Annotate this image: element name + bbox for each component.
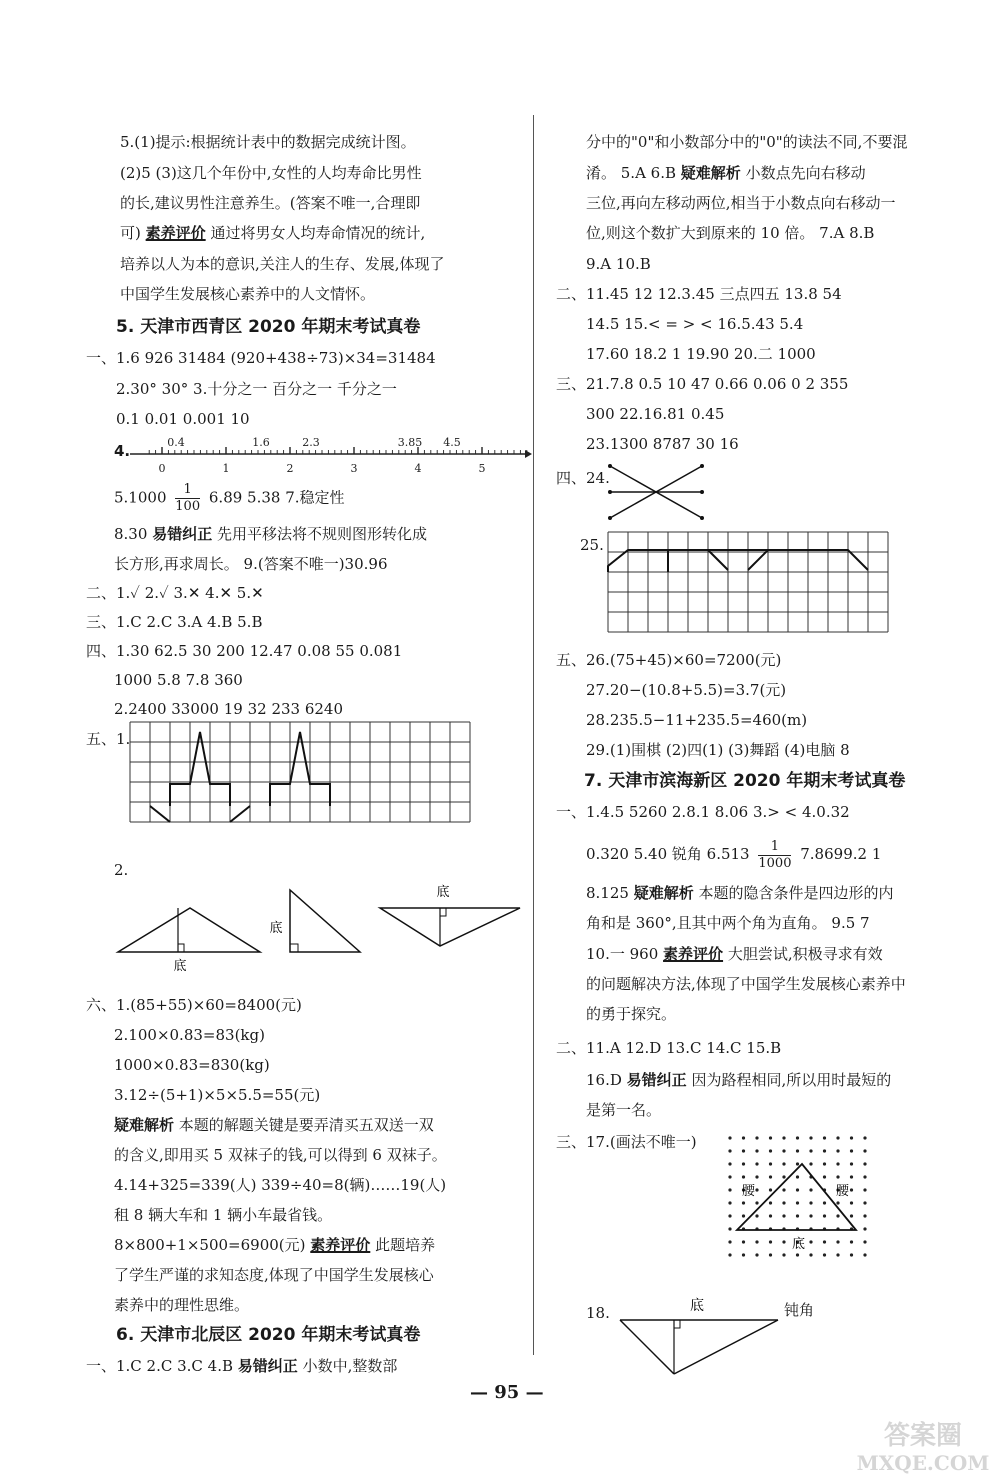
- grid-dot: [742, 1240, 745, 1243]
- answer-line: 四、1.30 62.5 30 200 12.47 0.08 55 0.081: [86, 642, 403, 660]
- grid-dot: [809, 1253, 812, 1256]
- answer-line: 的含义,即用买 5 双袜子的钱,可以得到 6 双袜子。: [114, 1146, 447, 1164]
- answer-line: 六、1.(85+55)×60=8400(元): [86, 996, 302, 1014]
- grid-dot: [769, 1188, 772, 1191]
- grid-dot: [755, 1175, 758, 1178]
- grid-dot: [836, 1149, 839, 1152]
- obtuse-angle-label: 钝角: [784, 1301, 815, 1319]
- answer-text: 8×800+1×500=6900(元): [114, 1236, 306, 1254]
- numline-top-label: 3.85: [397, 436, 423, 449]
- grid-dot: [809, 1149, 812, 1152]
- grid-dot: [728, 1149, 731, 1152]
- answer-text: 小数点先向右移动: [745, 164, 866, 182]
- answer-line: 三、21.7.8 0.5 10 47 0.66 0.06 0 2 355: [556, 375, 849, 393]
- answer-text: 通过将男女人均寿命情况的统计,: [210, 224, 426, 242]
- answer-line: [586, 944, 883, 964]
- grid-dot: [836, 1162, 839, 1165]
- fraction: [175, 482, 200, 515]
- answer-line: 位,则这个数扩大到原来的 10 倍。 7.A 8.B: [586, 224, 875, 242]
- grid-dot: [782, 1240, 785, 1243]
- answer-line: 4.14+325=339(人) 339÷40=8(辆)……19(人): [114, 1176, 447, 1194]
- answer-line: 1000 5.8 7.8 360: [114, 671, 243, 689]
- watermark-logo: [848, 1418, 998, 1474]
- grid-dot: [809, 1214, 812, 1217]
- watermark-bottom-text: MXQE.COM: [856, 1451, 990, 1475]
- answer-line: [114, 1235, 435, 1255]
- number-line: [130, 436, 530, 476]
- question-label: 18.: [586, 1304, 610, 1322]
- dot-leg-label: 腰: [742, 1184, 756, 1199]
- answer-line: [114, 524, 427, 544]
- answer-line: 长方形,再求周长。 9.(答案不唯一)30.96: [114, 555, 388, 573]
- grid-dot: [728, 1162, 731, 1165]
- answer-line: 三、1.C 2.C 3.A 4.B 5.B: [86, 613, 263, 631]
- answer-line: 二、11.45 12 12.3.45 三点四五 13.8 54: [556, 285, 842, 303]
- answer-line: [586, 1070, 891, 1090]
- answer-text: 淆。 5.A 6.B: [586, 164, 677, 182]
- grid-dot: [850, 1162, 853, 1165]
- grid-dot: [863, 1227, 866, 1230]
- grid-dot: [823, 1240, 826, 1243]
- grid-dot: [782, 1149, 785, 1152]
- grid-dot: [755, 1201, 758, 1204]
- answer-line: [86, 1356, 397, 1376]
- answer-line: [114, 1115, 434, 1135]
- obtuse-base-label: 底: [690, 1298, 704, 1314]
- answer-line: 2.100×0.83=83(kg): [114, 1026, 265, 1044]
- grid-dot: [850, 1149, 853, 1152]
- answer-line: 二、11.A 12.D 13.C 14.C 15.B: [556, 1039, 782, 1057]
- grid-dot: [742, 1175, 745, 1178]
- grid-dot: [863, 1136, 866, 1139]
- grid-dot: [823, 1201, 826, 1204]
- answer-line: [114, 482, 345, 515]
- grid-dot: [850, 1201, 853, 1204]
- answer-line: 300 22.16.81 0.45: [586, 405, 725, 423]
- numline-bottom-label: 1: [222, 462, 230, 475]
- grid-dot: [742, 1149, 745, 1152]
- page-number: — 95 —: [470, 1382, 544, 1403]
- answer-line: 角和是 360°,且其中两个角为直角。 9.5 7: [586, 914, 870, 932]
- answer-text: 5.1000: [114, 488, 167, 507]
- answer-text: 8.125: [586, 884, 629, 902]
- grid-dot: [755, 1136, 758, 1139]
- answer-line: 29.(1)围棋 (2)四(1) (3)舞蹈 (4)电脑 8: [586, 741, 850, 759]
- answer-line: 四、24.: [556, 469, 610, 487]
- watermark-top-text: 答案圈: [883, 1421, 963, 1451]
- grid-dot: [850, 1136, 853, 1139]
- fraction-denominator: 1000: [758, 855, 792, 871]
- grid-dot: [782, 1162, 785, 1165]
- tag-label: 疑难解析: [680, 164, 741, 182]
- tag-label: 疑难解析: [114, 1116, 175, 1134]
- answer-line: 素养中的理性思维。: [114, 1296, 250, 1314]
- answer-line: 二、1.✓ 2.✓ 3.✕ 4.✕ 5.✕: [86, 584, 264, 602]
- grid-dot: [782, 1136, 785, 1139]
- grid-dot: [769, 1201, 772, 1204]
- grid-dot: [728, 1227, 731, 1230]
- grid-dot: [863, 1162, 866, 1165]
- grid-dot: [769, 1136, 772, 1139]
- grid-dot: [796, 1201, 799, 1204]
- answer-line: 9.A 10.B: [586, 255, 651, 273]
- grid-dot: [755, 1188, 758, 1191]
- grid-dot: [796, 1175, 799, 1178]
- grid-dot: [823, 1136, 826, 1139]
- answer-line: 三、17.(画法不唯一): [556, 1133, 697, 1151]
- tag-label: 易错纠正: [237, 1357, 298, 1375]
- grid-dot: [742, 1214, 745, 1217]
- grid-dot: [769, 1149, 772, 1152]
- fraction-denominator: 100: [175, 499, 201, 514]
- section-title-7: 7. 天津市滨海新区 2020 年期末考试真卷: [584, 771, 906, 791]
- answer-text: 此题培养: [375, 1236, 436, 1254]
- grid-dot: [809, 1240, 812, 1243]
- answer-text: 6.89 5.38 7.稳定性: [208, 488, 345, 507]
- grid-dot: [796, 1162, 799, 1165]
- answer-line: 27.20−(10.8+5.5)=3.7(元): [586, 681, 787, 699]
- triangle-base-label: 底: [436, 885, 450, 900]
- grid-dot: [796, 1188, 799, 1191]
- grid-dot: [755, 1253, 758, 1256]
- grid-dot: [769, 1175, 772, 1178]
- triangle-base-label: 底: [173, 959, 187, 974]
- numline-top-label: 2.3: [302, 436, 320, 449]
- answer-line: 14.5 15.< = > < 16.5.43 5.4: [586, 315, 804, 333]
- grid-dot: [755, 1240, 758, 1243]
- answer-text: 因为路程相同,所以用时最短的: [691, 1071, 892, 1089]
- answer-line: 一、1.4.5 5260 2.8.1 8.06 3.> < 4.0.32: [556, 803, 850, 821]
- grid-dot: [863, 1175, 866, 1178]
- answer-line: 23.1300 8787 30 16: [586, 435, 739, 453]
- grid-dot: [769, 1214, 772, 1217]
- numline-top-label: 0.4: [167, 436, 185, 449]
- answer-line: 28.235.5−11+235.5=460(m): [586, 711, 808, 729]
- answer-line: 租 8 辆大车和 1 辆小车最省钱。: [114, 1206, 333, 1224]
- answer-line: 的勇于探究。: [586, 1005, 677, 1023]
- grid-dot: [796, 1136, 799, 1139]
- answer-text: 0.320 5.40 锐角 6.513: [586, 845, 750, 863]
- answer-line: 0.1 0.01 0.001 10: [116, 410, 250, 428]
- answer-line: 五、1.: [86, 730, 131, 748]
- grid-dot: [823, 1175, 826, 1178]
- grid-dot: [769, 1253, 772, 1256]
- dot-grid-figure: [720, 1130, 870, 1260]
- grid-dot: [836, 1201, 839, 1204]
- answer-line: 2.2400 33000 19 32 233 6240: [114, 700, 344, 718]
- answer-text: 小数中,整数部: [302, 1357, 398, 1375]
- grid-dot: [823, 1214, 826, 1217]
- tag-label: 易错纠正: [626, 1071, 687, 1089]
- question-label: 25.: [580, 536, 604, 554]
- question-label: 2.: [114, 861, 129, 879]
- tag-label: 疑难解析: [633, 884, 694, 902]
- obtuse-triangle-figure: [610, 1296, 870, 1386]
- grid-dot: [728, 1201, 731, 1204]
- grid-dot: [836, 1214, 839, 1217]
- answer-text: 大胆尝试,积极寻求有效: [727, 945, 883, 963]
- answer-line: [586, 883, 894, 903]
- grid-dot: [742, 1136, 745, 1139]
- grid-dot: [850, 1175, 853, 1178]
- answer-line: 的长,建议男性注意养生。(答案不唯一,合理即: [120, 194, 421, 212]
- fraction: [758, 839, 791, 872]
- grid-dot: [782, 1201, 785, 1204]
- numline-bottom-label: 4: [414, 462, 422, 475]
- answer-text: 8.30: [114, 525, 148, 543]
- tag-label: 易错纠正: [152, 525, 213, 543]
- grid-dot: [863, 1188, 866, 1191]
- grid-dot: [836, 1136, 839, 1139]
- grid-dot: [796, 1149, 799, 1152]
- grid-dot: [863, 1253, 866, 1256]
- grid-dot: [782, 1253, 785, 1256]
- dot-base-label: 底: [792, 1237, 806, 1252]
- grid-dot: [863, 1149, 866, 1152]
- answer-line: 5.(1)提示:根据统计表中的数据完成统计图。: [120, 133, 416, 151]
- answer-text: 可): [120, 224, 141, 242]
- grid-dot: [809, 1162, 812, 1165]
- numline-top-label: 1.6: [252, 436, 270, 449]
- section-title-5: 5. 天津市西青区 2020 年期末考试真卷: [116, 317, 421, 337]
- tag-label: 素养评价: [310, 1236, 371, 1254]
- grid-dot: [796, 1253, 799, 1256]
- grid-figure: [130, 722, 490, 832]
- numline-top-label: 4.5: [443, 436, 461, 449]
- grid-dot: [742, 1253, 745, 1256]
- answer-text: 先用平移法将不规则图形转化成: [216, 525, 427, 543]
- answer-line: 是第一名。: [586, 1101, 662, 1119]
- grid-dot: [769, 1162, 772, 1165]
- grid-dot: [836, 1175, 839, 1178]
- grid-dot: [755, 1162, 758, 1165]
- answer-text: 10.一 960: [586, 945, 659, 963]
- answer-text: 本题的隐含条件是四边形的内: [698, 884, 894, 902]
- answer-line: 分中的"0"和小数部分中的"0"的读法不同,不要混: [586, 133, 908, 151]
- numline-bottom-label: 5: [478, 462, 486, 475]
- answer-line: 三位,再向左移动两位,相当于小数点向右移动一: [586, 194, 896, 212]
- grid-dot: [728, 1136, 731, 1139]
- numline-bottom-label: 0: [158, 462, 166, 475]
- grid-dot: [836, 1253, 839, 1256]
- grid-dot: [863, 1214, 866, 1217]
- grid-dot: [823, 1253, 826, 1256]
- answer-line: 了学生严谨的求知态度,体现了中国学生发展核心: [114, 1266, 434, 1284]
- column-divider: [533, 115, 534, 1355]
- answer-line: 一、1.6 926 31484 (920+438÷73)×34=31484: [86, 349, 436, 367]
- grid-dot: [728, 1240, 731, 1243]
- grid-dot: [782, 1214, 785, 1217]
- fraction-numerator: 1: [758, 839, 791, 856]
- grid-dot: [755, 1149, 758, 1152]
- grid-dot: [782, 1188, 785, 1191]
- grid-dot: [850, 1214, 853, 1217]
- grid-dot: [728, 1188, 731, 1191]
- answer-line: [586, 163, 866, 183]
- answer-line: 五、26.(75+45)×60=7200(元): [556, 651, 782, 669]
- grid-dot: [850, 1253, 853, 1256]
- crossing-lines-figure: [610, 462, 710, 522]
- grid-dot: [742, 1201, 745, 1204]
- grid-dot: [850, 1188, 853, 1191]
- grid-dot: [782, 1175, 785, 1178]
- answer-text: 本题的解题关键是要弄清买五双送一双: [178, 1116, 434, 1134]
- answer-line: [586, 838, 881, 872]
- grid-dot: [809, 1188, 812, 1191]
- grid-dot: [755, 1214, 758, 1217]
- numline-bottom-label: 3: [350, 462, 358, 475]
- answer-line: 2.30° 30° 3.十分之一 百分之一 千分之一: [116, 380, 397, 398]
- triangle-base-label: 底: [269, 921, 283, 936]
- triangles-figure: [110, 880, 530, 980]
- numline-bottom-label: 2: [286, 462, 294, 475]
- section-title-6: 6. 天津市北辰区 2020 年期末考试真卷: [116, 1325, 421, 1345]
- tag-label: 素养评价: [145, 224, 206, 242]
- grid-dot: [728, 1253, 731, 1256]
- answer-line: 17.60 18.2 1 19.90 20.二 1000: [586, 345, 816, 363]
- answer-line: 1000×0.83=830(kg): [114, 1056, 270, 1074]
- grid-dot: [809, 1201, 812, 1204]
- grid-dot: [823, 1149, 826, 1152]
- grid-figure-25: [606, 530, 906, 650]
- grid-dot: [809, 1136, 812, 1139]
- answer-line: (2)5 (3)这几个年份中,女性的人均寿命比男性: [120, 164, 422, 182]
- answer-line: 3.12÷(5+1)×5×5.5=55(元): [114, 1086, 321, 1104]
- grid-dot: [769, 1240, 772, 1243]
- answer-line: 培养以人为本的意识,关注人的生存、发展,体现了: [120, 255, 445, 273]
- answer-line: 中国学生发展核心素养中的人文情怀。: [120, 285, 376, 303]
- answer-text: 7.8699.2 1: [800, 845, 882, 863]
- grid-dot: [728, 1214, 731, 1217]
- grid-dot: [796, 1214, 799, 1217]
- grid-dot: [728, 1175, 731, 1178]
- grid-dot: [863, 1201, 866, 1204]
- tag-label: 素养评价: [663, 945, 724, 963]
- dot-leg-label: 腰: [836, 1184, 850, 1199]
- answer-line: 的问题解决方法,体现了中国学生发展核心素养中: [586, 975, 906, 993]
- grid-dot: [850, 1240, 853, 1243]
- question-label: 4.: [114, 442, 131, 460]
- grid-dot: [836, 1240, 839, 1243]
- grid-dot: [742, 1162, 745, 1165]
- answer-text: 一、1.C 2.C 3.C 4.B: [86, 1357, 234, 1375]
- grid-dot: [863, 1240, 866, 1243]
- fraction-numerator: 1: [175, 482, 200, 499]
- grid-dot: [823, 1162, 826, 1165]
- answer-text: 16.D: [586, 1071, 622, 1089]
- answer-line: [120, 223, 425, 243]
